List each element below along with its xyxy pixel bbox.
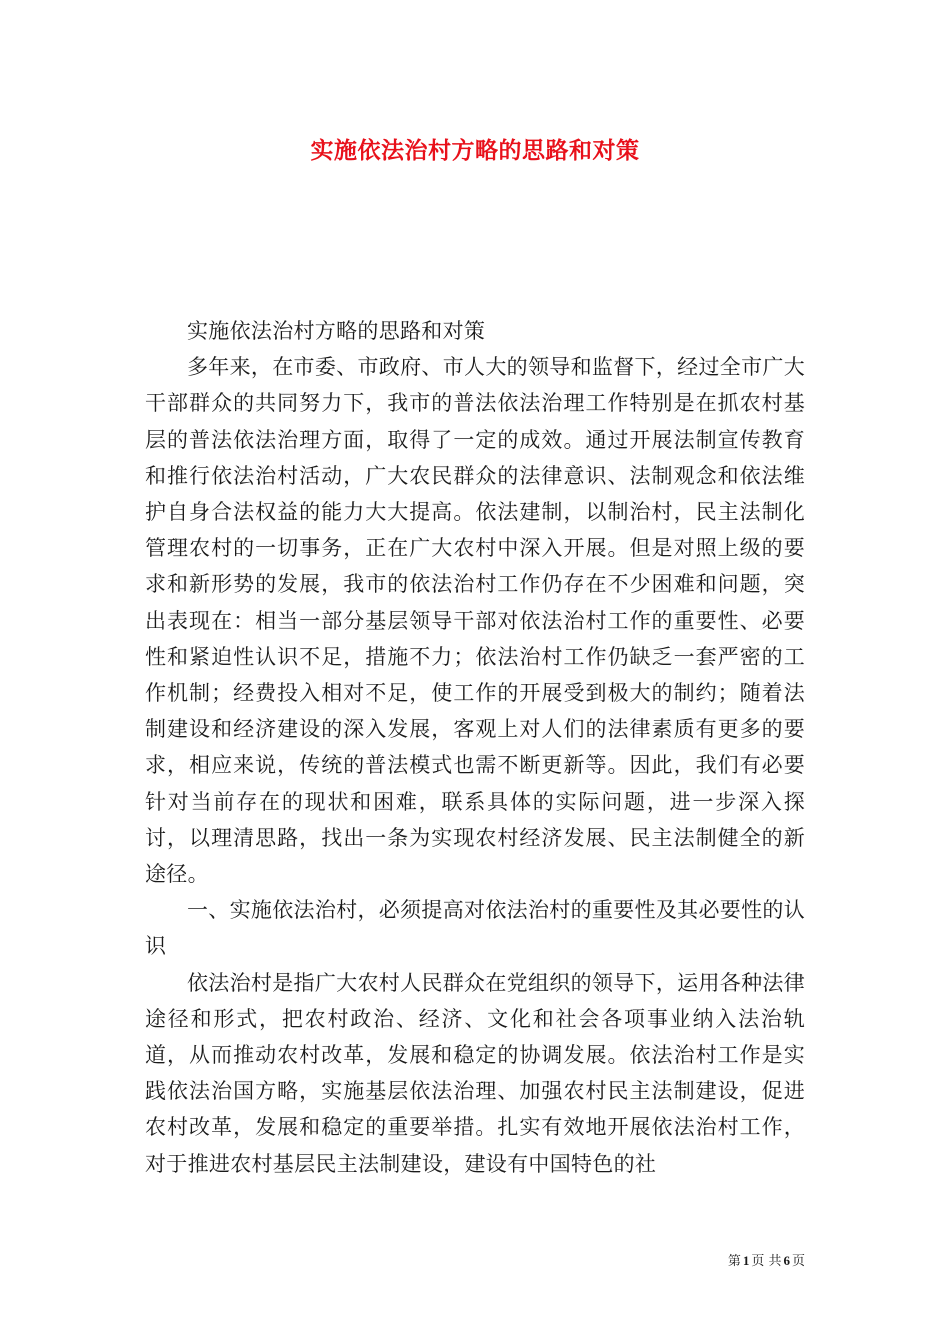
- paragraph-subtitle: 实施依法治村方略的思路和对策: [187, 319, 486, 343]
- paragraph-section-1: 依法治村是指广大农村人民群众在党组织的领导下，运用各种法律途径和形式，把农村政治、经济、文化和社会各项事业纳入法治轨道，从而推动农村改革，发展和稳定的协调发展。依法治村工作是实践依法治国方略，实施基层依法治理、加强农村民主法制建设，促进农村改革，发展和稳定的重要举措。扎实有效地开展依法治村工作，对于推进农村基层民主法制建设，建设有中国特色的社: [145, 970, 805, 1176]
- document-body: [145, 313, 805, 1182]
- document-title: 实施依法治村方略的思路和对策: [310, 137, 640, 164]
- page-footer: [728, 1250, 805, 1269]
- section-heading-1: 一、实施依法治村，必须提高对依法治村的重要性及其必要性的认识: [145, 898, 805, 959]
- total-page-number: 6: [783, 1253, 790, 1268]
- footer-middle: 页 共: [751, 1254, 782, 1269]
- paragraph-intro: 多年来，在市委、市政府、市人大的领导和监督下，经过全市广大干部群众的共同努力下，我市的普法依法治理工作特别是在抓农村基层的普法依法治理方面，取得了一定的成效。通过开展法制宣传教育和推行依法治村活动，广大农民群众的法律意识、法制观念和依法维护自身合法权益的能力大大提高。依法建制，以制治村，民主法制化管理农村的一切事务，正在广大农村中深入开展。但是对照上级的要求和新形势的发展，我市的依法治村工作仍存在不少困难和问题，突出表现在：相当一部分基层领导干部对依法治村工作的重要性、必要性和紧迫性认识不足，措施不力；依法治村工作仍缺乏一套严密的工作机制；经费投入相对不足，使工作的开展受到极大的制约；随着法制建设和经济建设的深入发展，客观上对人们的法律素质有更多的要求，相应来说，传统的普法模式也需不断更新等。因此，我们有必要针对当前存在的现状和困难，联系具体的实际问题，进一步深入探讨，以理清思路，找出一条为实现农村经济发展、民主法制健全的新途径。: [145, 355, 805, 887]
- footer-suffix: 页: [791, 1254, 805, 1269]
- current-page-number: 1: [742, 1253, 750, 1268]
- footer-prefix: 第: [727, 1254, 741, 1269]
